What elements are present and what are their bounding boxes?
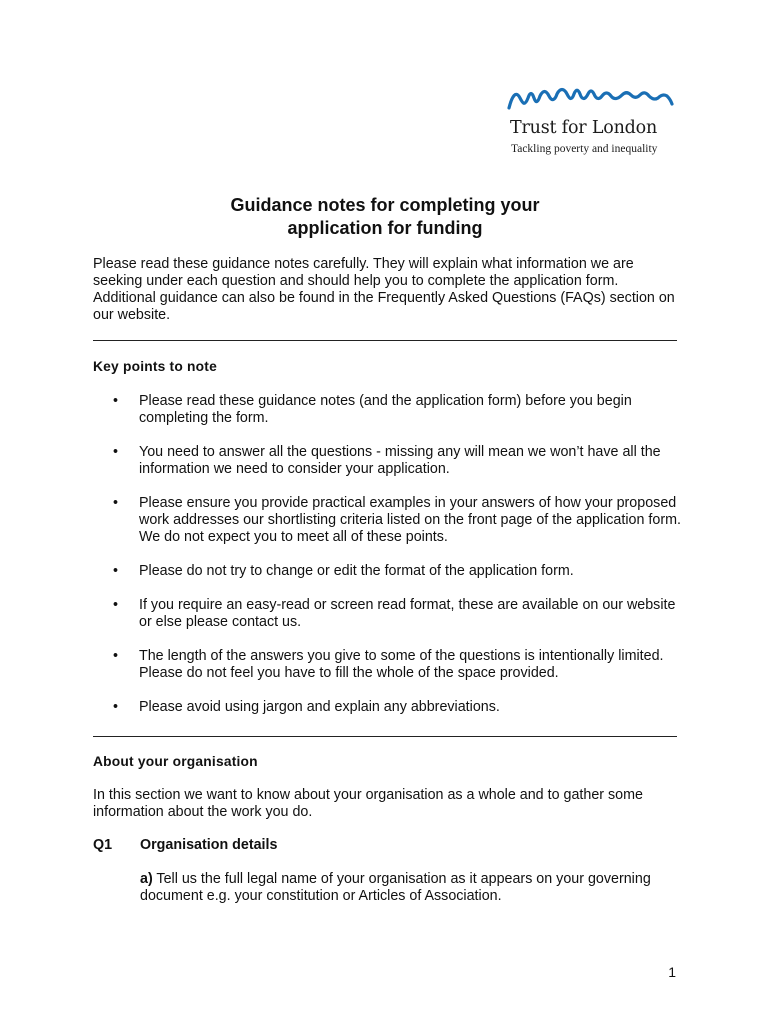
list-item-text: If you require an easy-read or screen read format, these are available on our website or else please contact us. — [139, 597, 676, 630]
about-heading: About your organisation — [93, 754, 258, 769]
bullet-icon: • — [113, 648, 119, 664]
trust-for-london-logo — [506, 84, 678, 164]
question-title: Organisation details — [140, 837, 278, 853]
list-item-text: You need to answer all the questions - missing any will mean we won’t have all the information we need to consider your application. — [139, 444, 661, 477]
river-wave-icon — [506, 84, 678, 118]
list-item-text: The length of the answers you give to some of the questions is intentionally limited. Please do not feel you have to fill the whole of the space provided. — [139, 648, 664, 681]
page-number: 1 — [668, 964, 676, 980]
logo-name: Trust for London — [510, 118, 658, 138]
list-item — [113, 495, 683, 546]
about-paragraph: In this section we want to know about your organisation as a whole and to gather some information about the work you do. — [93, 787, 643, 820]
key-points-heading: Key points to note — [93, 359, 217, 374]
bullet-icon: • — [113, 393, 119, 409]
section-divider — [93, 340, 677, 341]
page-title-line-1: Guidance notes for completing your — [230, 195, 540, 215]
list-item — [113, 699, 683, 716]
question-number: Q1 — [93, 837, 113, 853]
page-title — [93, 194, 677, 239]
part-text: Tell us the full legal name of your organisation as it appears on your governing document e.g. your constitution or Articles of Association. — [140, 871, 651, 904]
list-item-text: Please ensure you provide practical examples in your answers of how your proposed work addresses our shortlisting criteria listed on the front page of the application form. We do not expect you to meet all of these points. — [139, 495, 681, 545]
list-item — [113, 597, 683, 631]
section-divider — [93, 736, 677, 737]
bullet-icon: • — [113, 699, 119, 715]
list-item — [113, 393, 683, 427]
logo-tagline: Tackling poverty and inequality — [511, 143, 658, 155]
bullet-icon: • — [113, 597, 119, 613]
page-title-line-2: application for funding — [287, 217, 483, 238]
intro-paragraph: Please read these guidance notes carefully. They will explain what information we are seeking under each question and should help you to complete the application form. Additional guidance can also be found in the Frequently Asked Questions (FAQs) section on our website. — [93, 256, 675, 323]
list-item-text: Please avoid using jargon and explain any abbreviations. — [139, 699, 500, 715]
list-item — [113, 648, 683, 682]
list-item-text: Please do not try to change or edit the format of the application form. — [139, 563, 574, 579]
question-part-a — [140, 871, 680, 905]
bullet-icon: • — [113, 444, 119, 460]
part-label: a) — [140, 871, 153, 887]
list-item — [113, 563, 683, 580]
bullet-icon: • — [113, 495, 119, 511]
list-item — [113, 444, 683, 478]
key-points-list — [113, 393, 683, 733]
bullet-icon: • — [113, 563, 119, 579]
list-item-text: Please read these guidance notes (and the application form) before you begin completing the form. — [139, 393, 632, 426]
